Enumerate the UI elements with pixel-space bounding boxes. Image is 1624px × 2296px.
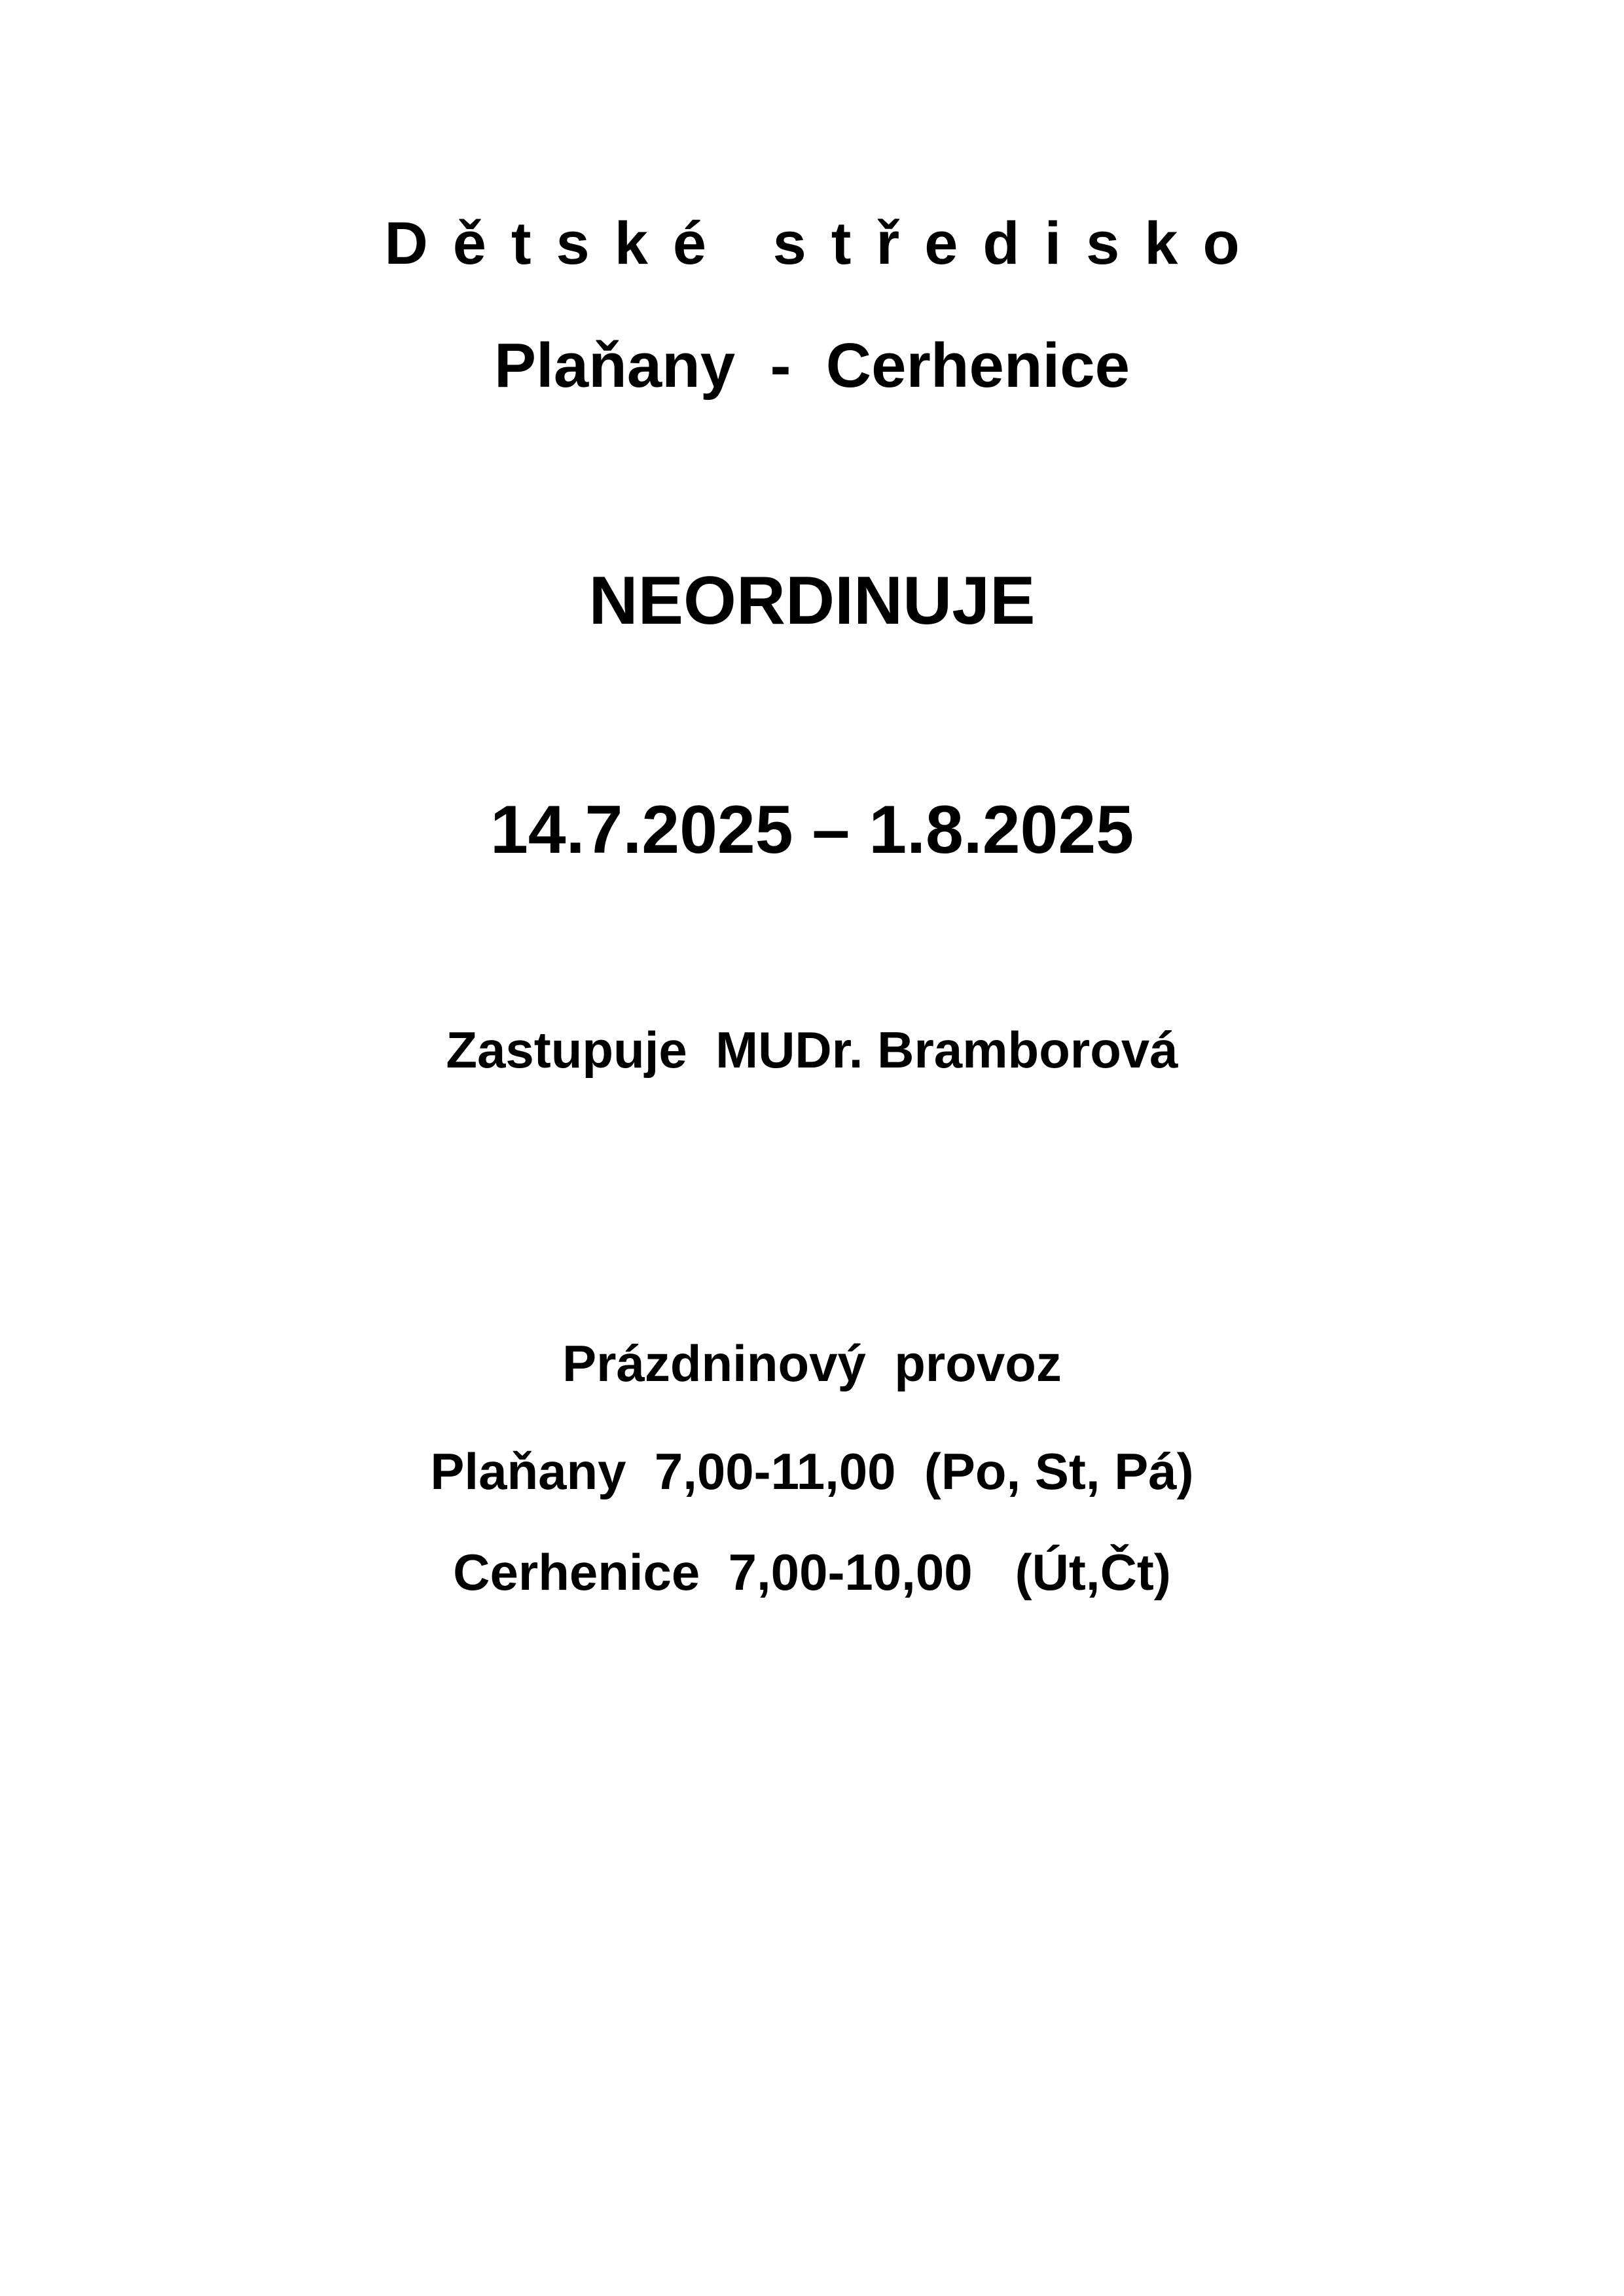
closure-dates: 14.7.2025 – 1.8.2025 xyxy=(490,792,1134,868)
substitute-doctor: Zastupuje MUDr. Bramborová xyxy=(446,1021,1178,1079)
schedule-row-cerhenice: Cerhenice 7,00-10,00 (Út,Čt) xyxy=(453,1543,1171,1601)
center-title: Dětské středisko xyxy=(384,210,1265,277)
closure-status: NEORDINUJE xyxy=(588,563,1036,639)
center-locations: Plaňany - Cerhenice xyxy=(494,331,1130,401)
schedule-row-planany: Plaňany 7,00-11,00 (Po, St, Pá) xyxy=(430,1443,1194,1500)
holiday-schedule-heading: Prázdninový provoz xyxy=(562,1335,1062,1392)
